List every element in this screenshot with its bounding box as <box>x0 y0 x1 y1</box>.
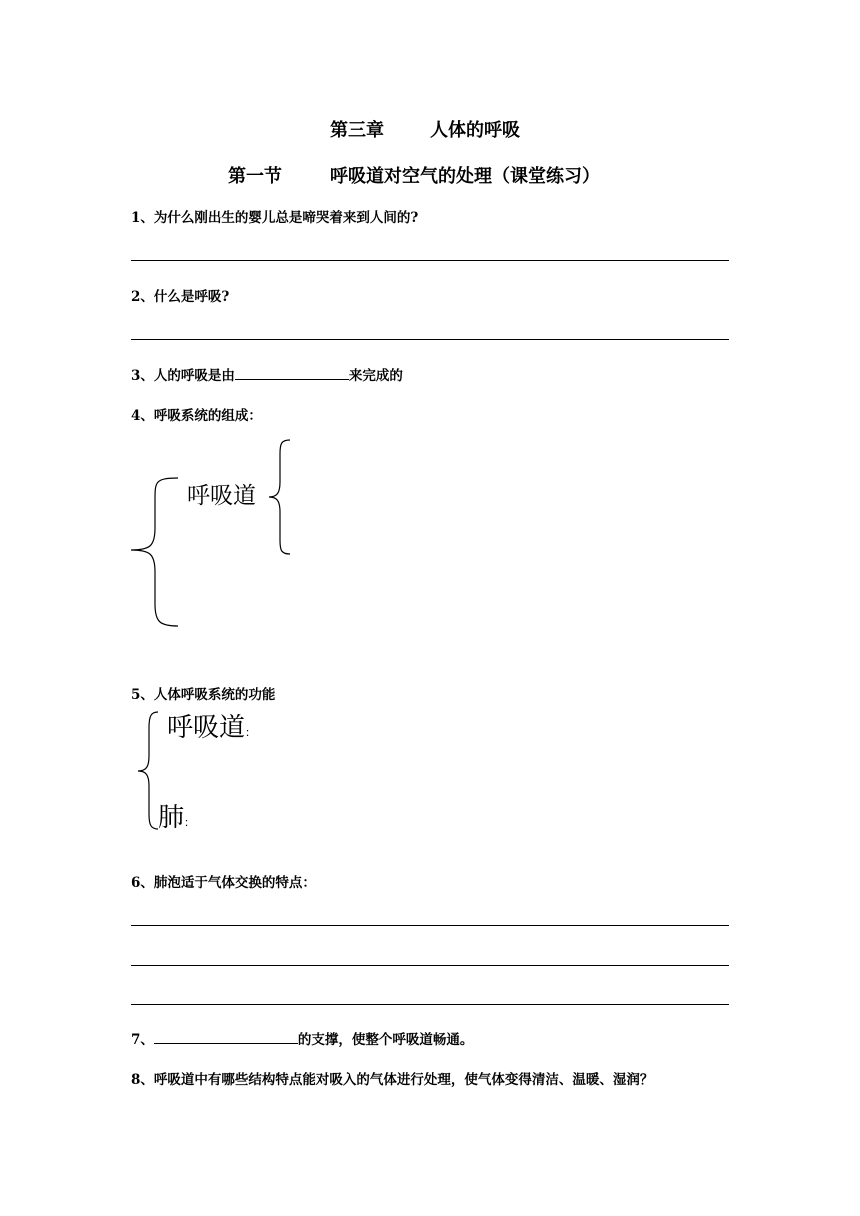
question-7-prefix: 7、 <box>131 1032 154 1048</box>
question-3-suffix: 来完成的 <box>348 368 403 384</box>
label-lung-q5 <box>158 797 195 834</box>
question-6: 6、肺泡适于气体交换的特点： <box>131 875 316 891</box>
brace-q5 <box>138 712 158 829</box>
question-5: 5、人体呼吸系统的功能 <box>131 687 276 703</box>
chapter-number: 第三章 <box>330 120 384 141</box>
question-3-prefix: 3、人的呼吸是由 <box>131 368 235 384</box>
question-1: 1、为什么刚出生的婴儿总是啼哭着来到人间的? <box>131 210 419 226</box>
section-number: 第一节 <box>228 166 282 187</box>
question-7-suffix: 的支撑，使整个呼吸道畅通。 <box>297 1032 474 1048</box>
label-respiratory-tract-q4: 呼吸道 <box>187 483 256 509</box>
section-title: 呼吸道对空气的处理（课堂练习） <box>330 166 600 187</box>
label-respiratory-tract-text: 呼吸道 <box>167 713 246 743</box>
answer-line-q6-1 <box>131 925 729 926</box>
answer-line-q6-2 <box>131 965 729 966</box>
label-respiratory-tract-q5 <box>167 707 256 744</box>
blank-q7[interactable] <box>154 1029 298 1044</box>
brace-large-q4 <box>131 478 178 626</box>
question-7 <box>131 1028 473 1048</box>
question-4: 4、呼吸系统的组成： <box>131 408 262 424</box>
question-8: 8、呼吸道中有哪些结构特点能对吸入的气体进行处理，使气体变得清洁、温暖、湿润？ <box>131 1072 654 1088</box>
brace-small-q4 <box>269 440 290 554</box>
chapter-title: 人体的呼吸 <box>430 120 520 141</box>
question-2: 2、什么是呼吸? <box>131 289 230 305</box>
answer-line-q6-3 <box>131 1004 729 1005</box>
separator: ： <box>245 726 257 739</box>
label-lung-text: 肺 <box>158 803 185 833</box>
separator: ： <box>184 816 196 829</box>
